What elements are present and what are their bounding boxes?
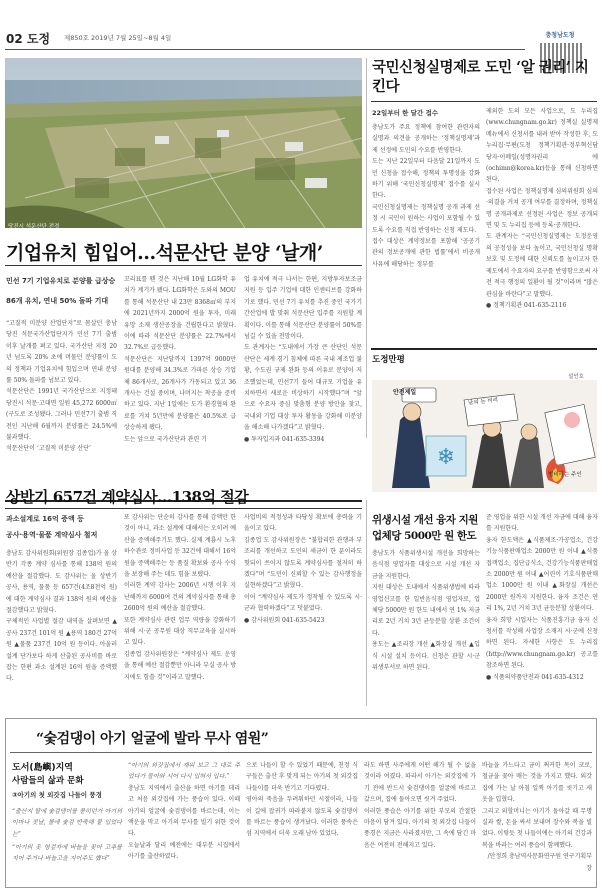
paragraph: 사업비의 적정성과 타당성 확보에 총력을 기울이고 있다. <box>244 514 362 533</box>
article3-col2 <box>124 512 236 706</box>
article3-rule <box>5 508 362 509</box>
cartoon-bubble: 남의 돈 비리 <box>467 397 499 407</box>
column-col1 <box>128 760 240 882</box>
paragraph: 지원 대상은 도내에서 식품위생법에 따라 영업신고를 한 일반음식점 영업자로, 업체당 5000만 원 한도 내에서 연 1% 저금리로 2년 거치 3년 균등분할 상환 조건이다. <box>372 584 480 637</box>
paragraph: 석문산단은 1991년 국가산단으로 지정돼 당진시 석문·고대면 일원 45,272 6000㎡(구도로 조성됐다. 그러나 민선7기 출범 직전인 지난해 6월까지 분양률은 24.5%에 불과했다. <box>6 388 117 442</box>
column-headline: “숯검댕이 아기 얼굴에 발라 무사 염원” <box>36 731 269 747</box>
paragraph: 또 감사위는 단순히 감사를 통해 감액만 한 것이 아니, 과소 설계에 대해서는 오히려 예산을 증액해주기도 했다. 실제 계룡시 노후하수관로 정비사업 등 32건에 대해서 16억 원을 증액해주는 등 품질 확보와 공사 수익을 보장해 주는 데도 힘을 보탰다. <box>124 514 236 579</box>
column-episode: ③아기의 첫 외갓집 나들이 풍경 <box>12 791 102 799</box>
article4-headline2: 업체당 5000만 원 한도 <box>372 530 477 542</box>
paragraph: 제외한 도의 모든 사업으로, 도 누리집(www.chungnam.go.kr) 정책실 실명제 메뉴에서 신청서를 내려 받아 작성한 후, 도 누리집·무편(도청 정책기획관·정부혁신담당자·이메일(성명자권리 에(ochimn@korea.kr)등을 통해 신청하면 된다. <box>486 108 598 184</box>
paragraph: ● 식품의약품안전과 041-635-4312 <box>486 673 584 681</box>
paragraph: 구체적인 사업별 절감 내역을 살펴보면 ▲공사 237건 101억 원 ▲용역 180건 27억 원 ▲물품 237건 10억 원 등이다. 아울러 설계 단가보다 하게 산출된 공사비를 바로잡는 한편 과소 설계된 16억 원을 증액했다. <box>6 618 117 683</box>
paragraph: 영아의 죽음을 두려워하던 시절이라, 나들이 길에 잡귀가 따라붙지 않도록 숯검댕이를 바르는 풍습이 생겨났다. 이러한 풍속은 섬 지역에서 더욱 오래 남아 있었다. <box>246 796 358 838</box>
header-rule <box>5 49 525 50</box>
paragraph: ● 감사위원회 041-635-5423 <box>244 616 325 624</box>
article3-col3 <box>244 512 362 706</box>
column-rule <box>10 752 592 753</box>
svg-text:❄: ❄ <box>436 445 456 470</box>
column-col2 <box>246 760 358 882</box>
article3-headline: 상반기 657건 계약심사…138억 절감 <box>6 488 249 506</box>
article4-col2 <box>486 512 598 706</box>
paragraph: 융자 한도액은 ▲식품제조·가공업소, 건강기능식품판매업소 2000만 원 이내 ▲식품접객업소, 집단급식소, 건강기능식품판매업소 2000만 원 이내 ▲어린이 기호식품판매업소 1000만 원 이내 ▲화장실 개선은 2000만 원까지 지원한다. 융자 조건은 연리 1%, 2년 거치 3년 균등분할 상환이다. <box>486 536 598 613</box>
paragraph: 오늘날과 달리 예전에는 대부분 시집에서 아기를 출산하였다. <box>128 841 240 861</box>
paragraph: 도는 앞으로 국가산단과 관련 기 <box>124 435 207 443</box>
paragraph: 융자 희망 시업자는 식품진흥기금 융자 신청서를 작성해 사업장 소재지 시·군에 신청하면 된다. 자세한 사항은 도 누리집(http://www.chungnam.go.kr) 공고를 참조하면 된다. <box>486 616 598 670</box>
paragraph: 이어 “계약심사 제도가 정착될 수 있도록 시·군과 협력하겠다”고 덧붙였다. <box>244 593 362 613</box>
article4-headline1: 위생시설 개선 융자 지원 <box>372 514 478 526</box>
article3-col1 <box>6 548 117 706</box>
logo-text: 충청남도청 <box>545 32 575 39</box>
article3-subhead1: 과소설계로 16억 증액 등 <box>6 515 84 523</box>
column-col3 <box>364 760 476 882</box>
paragraph: 이러한 계약 감사는 2006년 시행 이후 지난해까지 6000여 건의 계약심사를 통해 총 2600억 원의 예산을 절감했다. <box>124 582 236 613</box>
paragraph: 석문산단은 지난달까지 1397억 9000만 원대를 분양해 34.3%로 가파른 상승 기업체 86개사로, 26개사가 가동되고 있고 36개사는 건설 중이며, 나머지는 착공을 준비하고 있다. 지난 1일에는 도가 환경협의 완료를 거쳐 5년만에 분양률은 40.5%로 급상승하게 됐다. <box>124 355 236 432</box>
paragraph: 접수 대상은 계약정보를 포함해 ‘공공기관의 정보공개에 관한 법률’에서 비공개 사유에 해당하는 정부를 <box>372 238 480 268</box>
column-col4 <box>482 760 592 882</box>
article2-rule <box>371 101 597 102</box>
article1-subhead1: 민선 7기 기업유치로 분양률 급상승 <box>6 277 116 285</box>
paragraph: 석문산단이 ‘고질적 미분양 산단’ <box>6 445 91 453</box>
article2-headline: 국민신청실명제로 도민 ‘알 권리’ 지킨다 <box>372 59 589 95</box>
column-divider <box>366 500 367 706</box>
paragraph: 충남도가 주요 정책에 참여한 관련자의 실명과 의견을 공개하는 ‘정책실명제’과제 선정에 도민의 수요를 반영한다. <box>372 124 480 154</box>
cartoon-sign-left: 안전제일 <box>393 389 417 396</box>
cartoon-label: 도정만평 <box>372 355 405 365</box>
paragraph: ● 투자입지과 041-635-3394 <box>244 435 325 443</box>
article3-subhead2: 공사·용역·물품 계약심사 철저 <box>6 531 98 539</box>
cartoon-artist: 설인호 <box>568 374 584 380</box>
paragraph: 그리고 외할머니는 아기가 돌아갈 때 무명실과 쌀, 돈을 싸서 보내며 장수와 복을 빌었다. 이렇듯 첫 나들이에는 아기의 건강과 복을 바라는 여러 풍습이 함께했다. <box>482 807 592 849</box>
paragraph: 접수된 사업은 정책실명제 심의위원회 심의·의결을 거쳐 공개 여부를 결정하며, 정책실명 공개과제로 선정된 사업은 정보 공개되면 및 도 누리집 등에 등록·공개한다. <box>486 187 598 230</box>
column-series-sub: 사람들의 삶과 문화 <box>12 776 84 786</box>
column-byline: /안정희 충남역사문화연구원 연구기획부장 <box>487 853 592 872</box>
column-series-title: 도서(島嶼)지역 <box>12 763 74 773</box>
article4-col1 <box>372 548 480 706</box>
issue-info: 제850호 2019년 7월 25일~8월 4일 <box>64 34 172 42</box>
column-quote1: “출산지 딸에 숯검댕이를 묻히던가 아기의 이마나 콧날, 볼에 숯검 반죽해 붙 입었다는” <box>12 808 122 838</box>
article1-col3 <box>244 274 362 443</box>
column-quote2: “아기의 옷 헝겊자에 바늘을 꽂아 고추를 지어 주거나 바늘고을 지어주도 했다” <box>12 844 122 863</box>
paragraph: 준 영업을 위한 시설 개선 자금에 대해 융자를 지원한다. <box>486 514 598 533</box>
paragraph: 이러한 풍습은 아기를 위한 부모의 간절한 마음이 담겨 있다. 아기의 첫 외갓집 나들이 풍경은 지금은 사라졌지만, 그 속에 담긴 마음은 여전히 전해지고 있다. <box>364 807 476 849</box>
paragraph: 꼬리표를 뗀 것은 지난해 10월 LG화학 유치가 계기가 됐다. LG화학은 도와의 MOU를 통해 석문산단 내 23만 8368㎡의 부지에 2021년까지 2000억 원을 투자, 미래 유망 소재 생산공장을 건립한다고 밝혔다. 이에 따라 석문산단 분양률은 22.7%에서 32.7%로 급등했다. <box>124 276 236 352</box>
article1-rule <box>5 265 362 266</box>
paragraph: 충남도가 식품위생시설 개선을 희망하는 음식점 영업자를 대상으로 시설 개선 자금을 지원한다. <box>372 550 480 580</box>
article1-subhead2: 86개 유치, 연내 50% 돌파 기대 <box>6 297 109 305</box>
paragraph: 으로 나들이 할 수 있었기 때문에, 친정 식구들은 출산 후 맞게 되는 아기의 첫 외갓집 나들이를 더욱 반기고 기다렸다. <box>246 762 358 792</box>
paragraph: 도 관계자는 “국민신청실명제는 도정운영의 공정성을 보다 높이고, 국민신청실 명확보호 및 도정에 대한 신뢰도를 높이고자 한 제도에서 수요자의 요구를 반영함으로써 사전 적극 행정의 일환이 될 것”이라며 “많은 관심을 바란다”고 말했다. <box>486 233 598 298</box>
cartoon-sign-right: 범비리는 주인 <box>548 472 582 478</box>
paragraph: 충남도 지역에서 출산을 하면 아기를 데리고 처음 외갓집에 가는 풍습이 있다. 이때 아기의 얼굴에 숯검댕이를 바르는데, 이는 액운을 막고 아기의 무사를 빌기 위한 것이다. <box>128 784 240 838</box>
cartoon-rule <box>371 348 597 350</box>
paragraph: 라도 하면 사주에게 어떤 해가 될 수 없을 것이라 여겼다. 따라서 아기는 외갓집에 가기 전에 반드시 숯검댕이를 얼굴에 바르고 갔으며, 집에 돌아오면 씻겨 주었다. <box>364 762 476 804</box>
article1-headline: 기업유치 힘입어…석문산단 분양 ‘날개’ <box>6 242 323 264</box>
paragraph: 국민신청실명제는 정책실명 공개 과제 선정 시 국민이 원하는 사업이 포함될 수 있도록 수요를 직접 반영하는 신청 제도다. <box>372 203 480 234</box>
paragraph: “고질적 미분양 산업단지”로 몸살던 충남 당진 석문국가산업단지가 민선 7기 출범 이후 날개를 펴고 있다. 국가산단 지정 20년 넘도록 20% 초에 머물던 분양률이 도의 정책과 기업유치에 힘입으며 연내 분양률 50% 돌파를 넘보고 있다. <box>6 320 117 385</box>
paragraph: “아기의 외갓집에서 재워 보고 그 대로 주었다가 돌아와 시어 다시 입혀서 입다.” <box>128 762 240 781</box>
section-title: 02 도정 <box>6 32 51 46</box>
article1-col1 <box>6 318 117 453</box>
photo-caption: 당진시 석문산단 전경 <box>8 224 60 230</box>
paragraph: 충남도 감사위원회(위원장 김종업)가 올 상반기 각종 계약 심사를 통해 138억 원의 예산을 절감했다. 도 감사위는 올 상반기 공사, 용역, 물품 등 657건(4조8천억 원)에 대한 계약심사 결과 138억 원의 예산을 절감했다고 밝혔다. <box>6 550 117 615</box>
paragraph: 또한 계약심사 관련 업무 역량을 강화하기 위해 시·군 공무원 대상 직무교육을 실시하고 있다. <box>124 616 236 647</box>
paragraph: 바늘을 가느다고 금이 쩌커한 목이 코로, 철금을 꽂아 매는 것을 가지고 했다. 외갓집에 가는 날 아침 일찍 아기를 씻기고 새 옷을 입혔다. <box>482 762 592 804</box>
paragraph: ● 정책기획관 041-635-2116 <box>486 301 567 309</box>
paragraph: 용도는 ▲조리장 개선 ▲화장실 개선 ▲입식 시설 설치 등이다. 신청은 관할 시·군 위생부서로 하면 된다. <box>372 641 480 672</box>
column-divider <box>366 58 367 438</box>
paragraph: 김종업 도 감사위원장은 “불합리한 관행과 부조리를 개선하고 도민의 세금이 한 푼이라도 헛되이 쓰이지 않도록 계약심사를 철저히 하겠다”며 “도민이 신뢰할 수 있는 감사행정을 실현하겠다”고 밝혔다. <box>244 536 362 590</box>
paragraph: 업 유치에 적극 나서는 한편, 지방투자보조금 지원 등 입주 기업에 대한 인센티브를 강화하기로 했다. 민선 7기 유치를 추진 중인 국가기간산업에 발 맞춰 석문산단 입주를 지원할 계획이다. 이를 통해 석문산단 분양률이 50%를 넘길 수 있을 전망이다. <box>244 276 362 341</box>
article2-subhead: 22일부터 한 달간 접수 <box>372 109 439 117</box>
paragraph: 김종업 감사위원장은 “계약심사 제도 운영을 통해 예산 절감뿐만 아니라 부실 공사 방지에도 힘쓸 것”이라고 말했다. <box>124 650 236 681</box>
aerial-photo <box>5 58 362 228</box>
article1-col2 <box>124 274 236 443</box>
article2-col2 <box>486 106 598 336</box>
paragraph: 도는 지난 22일부터 다음달 21일까지 도민 신청을 접수해, 정책의 투명성을 강화하기 위해 ‘국민신청실명제’ 접수를 실시한다. <box>372 158 480 200</box>
paragraph: 도 관계자는 “도내에서 가장 큰 산단인 석문산단은 세계 경기 침체에 따른 국내 제조업 불황, 수도권 규제 완화 등의 이유로 분양이 저조했었는데, 민선7기 들어 대규모 기업을 유치하면서 새로운 비상하기 시작했다”며 “앞으로 수요자 중심 맞춤형 분양 방안을 찾고, 국내외 기업 대상 투자 활동을 강화해 미분양을 해소해 나가겠다”고 밝혔다. <box>244 344 362 432</box>
article2-col1 <box>372 122 480 336</box>
